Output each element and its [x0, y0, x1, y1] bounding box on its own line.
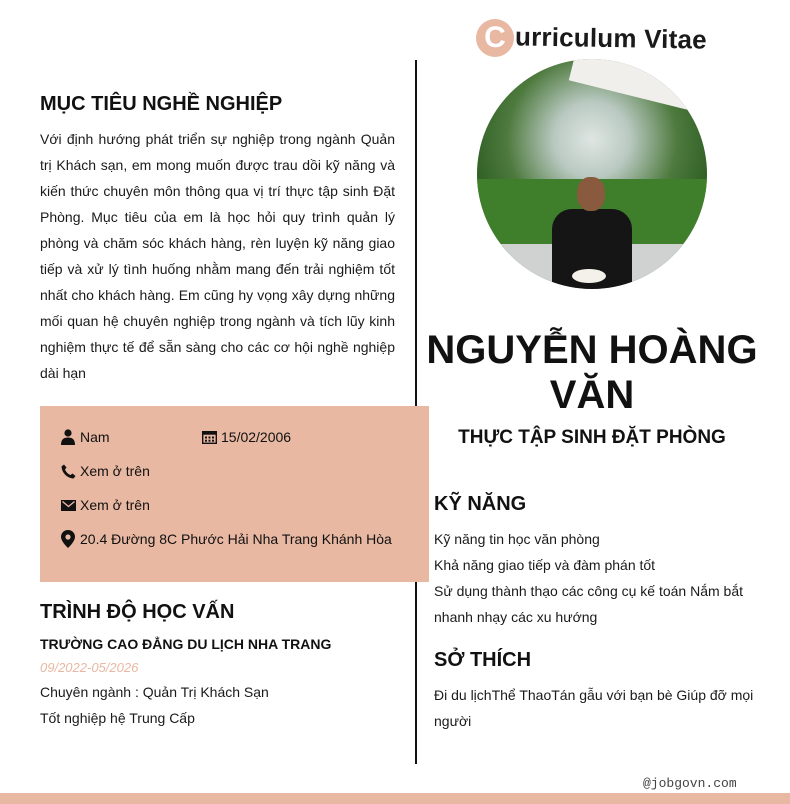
logo-letter-badge: C	[476, 19, 514, 57]
skill-item: Sử dụng thành thạo các công cụ kế toán Nắm bắt nhanh nhạy các xu hướng	[434, 583, 744, 625]
profile-photo	[477, 59, 707, 289]
map-pin-icon	[60, 531, 76, 547]
envelope-icon	[60, 497, 76, 513]
cv-logo	[476, 18, 707, 58]
skills-list	[434, 526, 754, 630]
education-major: Chuyên ngành : Quản Trị Khách Sạn	[40, 684, 269, 700]
email-value: Xem ở trên	[80, 497, 150, 513]
person-icon	[60, 429, 76, 445]
hobbies-text: Đi du lịchThể ThaoTán gẫu với bạn bè Giúp đỡ mọi người	[434, 687, 754, 729]
bottom-accent-bar	[0, 793, 790, 804]
education-period: 09/2022-05/2026	[40, 660, 139, 675]
birthday-value: 15/02/2006	[221, 429, 292, 445]
info-email	[60, 497, 150, 513]
personal-info-box	[40, 406, 429, 582]
candidate-name: NGUYỄN HOÀNG VĂN	[426, 328, 758, 417]
info-birthday	[201, 429, 291, 445]
address-value: 20.4 Đường 8C Phước Hải Nha Trang Khánh Hòa	[80, 531, 392, 547]
education-degree: Tốt nghiệp hệ Trung Cấp	[40, 710, 195, 726]
skill-item: Kỹ năng tin học văn phòng	[434, 531, 600, 547]
phone-value: Xem ở trên	[80, 463, 150, 479]
info-phone	[60, 463, 150, 479]
info-address	[60, 531, 392, 547]
education-school: TRƯỜNG CAO ĐẲNG DU LỊCH NHA TRANG	[40, 636, 332, 652]
watermark: @jobgovn.com	[643, 776, 737, 791]
skills-heading: KỸ NĂNG	[434, 493, 527, 515]
calendar-icon	[201, 429, 217, 445]
job-title: THỰC TẬP SINH ĐẶT PHÒNG	[458, 427, 726, 448]
objective-text: Với định hướng phát triển sự nghiệp trong ngành Quản trị Khách sạn, em mong muốn được trau dồi kỹ năng và kiến thức chuyên môn thông qua vị trí thực tập sinh Đặt Phòng. Mục tiêu của em là học hỏi quy trình quản lý phòng và chăm sóc khách hàng, rèn luyện kỹ năng giao tiếp và xử lý tình huống nhằm mang đến trải nghiệm tốt nhất cho khách hàng. Em cũng hy vọng xây dựng những mối quan hệ chuyên nghiệp trong ngành và tích lũy kinh nghiệm thực tế để sẵn sàng cho các cơ hội nghề nghiệp dài hạn	[40, 131, 395, 381]
info-gender	[60, 429, 110, 445]
objective-heading: MỤC TIÊU NGHỀ NGHIỆP	[40, 93, 283, 115]
phone-icon	[60, 463, 76, 479]
skill-item: Khả năng giao tiếp và đàm phán tốt	[434, 557, 656, 573]
hobbies-heading: SỞ THÍCH	[434, 649, 532, 671]
logo-text: urriculum Vitae	[514, 20, 708, 55]
education-heading: TRÌNH ĐỘ HỌC VẤN	[40, 601, 235, 623]
gender-value: Nam	[80, 429, 110, 445]
